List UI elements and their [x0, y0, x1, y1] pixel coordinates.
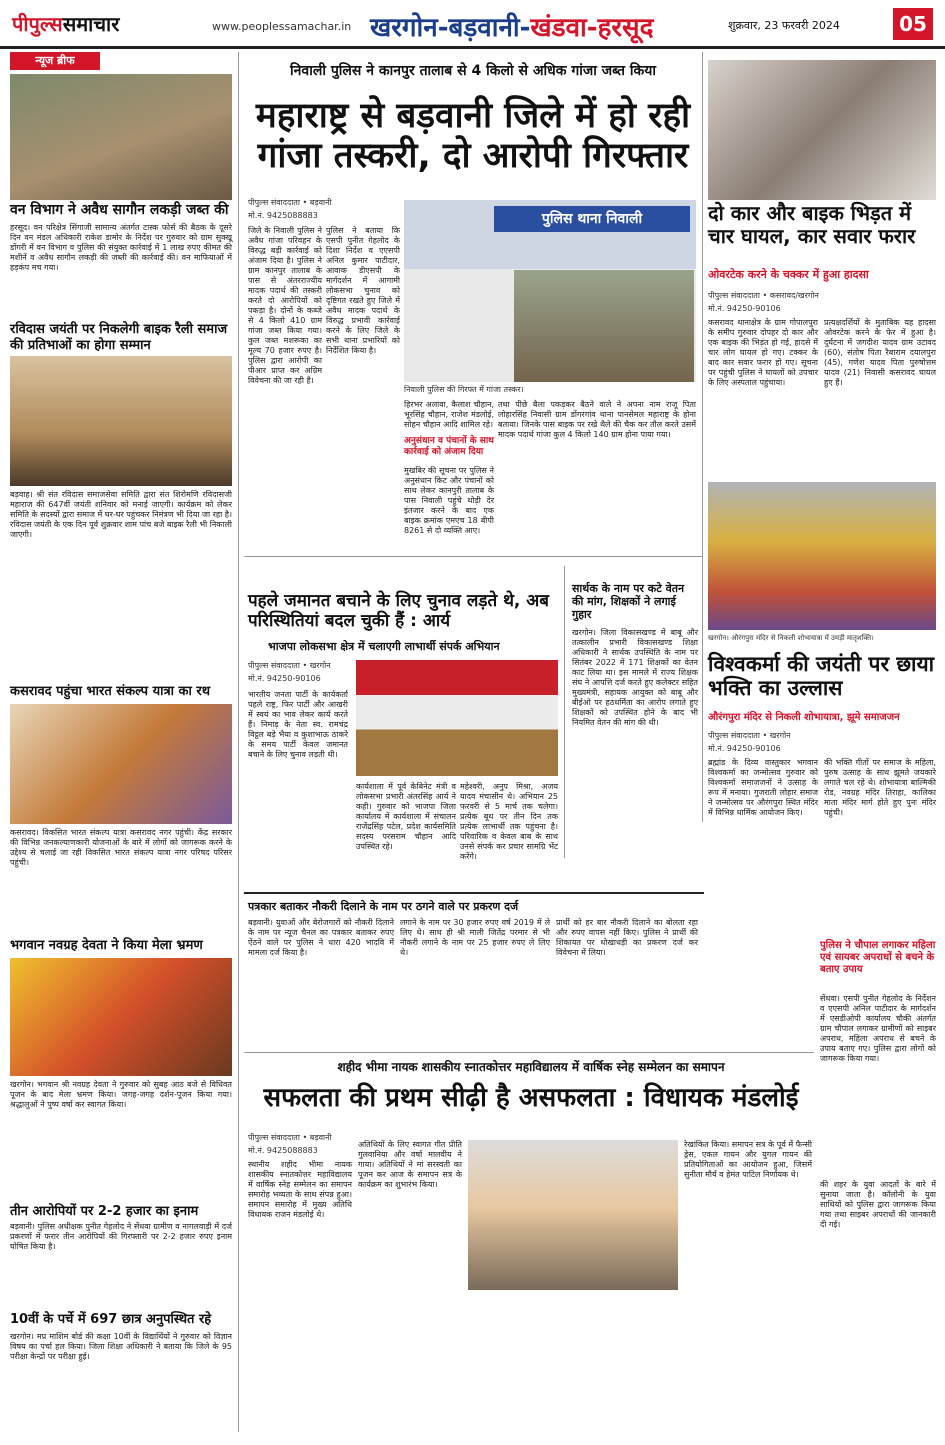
masthead — [0, 0, 945, 49]
lead-column-4: मुखबिर की सूचना पर पुलिस ने अनुसंधान किट और पंचानों को साथ लेकर कानपुरी तालाब के पास निवाली पहुंचे थोड़ी देर इंतजार करने के बाद एक बाइक क्रमांक एमएच 18 बीपी 8261 से दो व्यक्ति आए। — [404, 466, 497, 535]
lead-kicker: निवाली पुलिस ने कानपुर तालाब से 4 किलो से अधिक गांजा जब्त किया — [290, 63, 656, 79]
accident-mobile: मो.नं. 94250-90106 — [708, 304, 781, 313]
college-mobile: मो.नं. 9425088883 — [248, 1146, 318, 1155]
arya-column-1: भारतीय जनता पार्टी के कार्यकर्ता पहले राष्ट्र, फिर पार्टी और आखरी में स्वयं का भाव लेकर कार्य करते हैं। निमाड़ के नेता स्व. रामचंद्र विट्ठल बड़े भैया व कुशाभाऊ ठाकरे के समय पार्टी केवल जमानत बचाने के लिए चुनाव लड़ती थी। — [248, 690, 351, 759]
procession-caption: खरगोन। औरंगपुरा मंदिर से निकली शोभायात्रा में उमड़ी मातृशक्ति। — [708, 634, 874, 642]
website-url: www.peoplessamachar.in — [212, 20, 352, 33]
column-divider — [564, 566, 565, 858]
chaupal-body: सेंधवा। एसपी पुनीत गेहलोद के निर्देशन व एएसपी अनिल पाटीदार के मार्गदर्शन में एसडीओपी कार्यालय चौकी अंतर्गत ग्राम चौपाल लगाकर ग्रामीणों को साइबर अपराध, महिला अपराध से बचने के उपाय बताए गए। पुलिस द्वारा लोगों को जागरूक किया गया। — [820, 994, 939, 1063]
fraud-column-1: बड़वानी। युवाओं और बेरोजगारों को नौकरी दिलाने के नाम पर न्यूज चैनल का पत्रकार बताकर रुपए ऐंठने वाले पर पुलिस ने धारा 420 भादवि में मामला दर्ज किया है। — [248, 918, 397, 957]
vishwakarma-headline: विश्वकर्मा की जयंती पर छाया भक्ति का उल्लास — [708, 652, 935, 701]
college-column-4: रेखांकित किया। समापन सत्र के पूर्व में फैन्सी ड्रेस, एकल गायन और युगल गायन की प्रतियोगिताओं का आयोजन हुआ, जिसमें सुनीता मौर्य व हेमंत पाटिल निर्णायक थे। — [684, 1140, 815, 1179]
vishwakarma-subhead: औरंगपुरा मंदिर से निकली शोभायात्रा, झूमे समाजजन — [708, 712, 900, 723]
column-divider — [702, 52, 703, 822]
ravidas-photo — [10, 356, 232, 486]
exam-headline: 10वीं के पर्चे में 697 छात्र अनुपस्थित रहे — [10, 1312, 212, 1327]
procession-photo — [708, 482, 936, 630]
teachers-headline: सार्थक के नाम पर कटे वेतन की मांग, शिक्षकों ने लगाई गुहार — [572, 582, 685, 622]
newspaper-logo: पीपुल्ससमाचार — [12, 12, 120, 36]
vishwakarma-column-2: की भक्ति गीतों पर समाज के महिला, पुरुष उत्साह के साथ झूमते जयकारे लगाते चल रहे थे। शोभायात्रा बाल्मिकी रोड, नवग्रह मंदिर तिराहा, कालिका माता मंदिर मार्ग होते हुए पुनः मंदिर पहुंची। — [824, 758, 939, 817]
chaupal-headline: पुलिस ने चौपाल लगाकर महिला एवं सायबर अपराधों से बचने के बताए उपाय — [820, 940, 936, 975]
section-title: खरगोन-बड़वानी-खंडवा-हरसूद — [370, 13, 654, 43]
section-divider — [244, 892, 704, 894]
arya-mobile: मो.नं. 94250-90106 — [248, 674, 321, 683]
fraud-column-3: प्रार्थी को हर बार नौकरी दिलाने का बोलता रहा और रुपए वापस नहीं किए। पुलिस ने प्रार्थी की शिकायत पर धोखाधड़ी का प्रकरण दर्ज कर विवेचना में लिया। — [556, 918, 701, 957]
reward-body: बड़वानी। पुलिस अधीक्षक पुनीत गेहलोद ने सेंधवा ग्रामीण व नागलवाड़ी में दर्ज प्रकरणों में फरार तीन आरोपियों की गिरफ्तारी पर 2-2 हजार रुपए इनाम घोषित किया है। — [10, 1222, 235, 1251]
accident-subhead: ओवरटेक करने के चक्कर में हुआ हादसा — [708, 268, 869, 281]
bjp-meeting-photo — [356, 660, 558, 776]
issue-date: शुक्रवार, 23 फरवरी 2024 — [728, 19, 840, 32]
column-divider — [238, 52, 239, 1432]
arya-column-3: महेश्वरी, अनुप मिश्रा, अजय यादव मंचासीन थे। अभियान 25 फरवरी से 5 मार्च तक चलेगा। प्रत्येक बूथ पर तीन दिन तक प्रत्येक लाभार्थी तक पहुंचना है। परिवारिक व केवल बाब के साथ उनसे संपर्क कर प्रचार सामग्रि भेंट करेंगे। — [460, 782, 561, 861]
arya-column-2: कार्यशाला में पूर्व केबिनेट मंत्री व लोकसभा प्रभारी अंतरसिंह आर्य ने कही। गुरुवार को भाजपा जिला कार्यालय में कार्यशाला में संचालन राजेंद्रसिंह पटेल, प्रदेश कार्यसमिति सदस्य परसराम चौहान आदि उपस्थित रहे। — [356, 782, 459, 851]
lead-column-5: तथा पीछे बैला पकड़कर बैठने वाले ने अपना नाम राजू पिता लोहारसिंह निवासी ग्राम डोंगरगांव थाना पानसेमल महाराष्ट्र के होना बताया। जिनके पास बाइक पर रखे थैले की चैक कर तौल करते उसमें मादक पदार्थ गांजा कुल 4 किलो 140 ग्राम होना पाया गया। — [498, 400, 699, 439]
lead-byline: पीपुल्स संवाददाता • बड़वानी — [248, 198, 332, 207]
section-divider — [244, 556, 702, 557]
navgrah-headline: भगवान नवग्रह देवता ने किया मेला भ्रमण — [10, 938, 203, 953]
navgrah-body: खरगोन। भगवान श्री नवग्रह देवता ने गुरुवार को सुबह आठ बजे से विधिवत पूजन के बाद मेला भ्रमण किया। जगह-जगह दर्शन-पूजन किया गया। श्रद्धालुओं ने पुष्प वर्षा कर स्वागत किया। — [10, 1080, 235, 1109]
college-column-2: अतिथियों के लिए स्वागत गीत प्रीति गुलवानिया और वर्षा मालवीय ने गाया। अतिथियों ने मां सरस्वती का पूजन कर आज के समापन सत्र के कार्यक्रम का शुभारंभ किया। — [358, 1140, 465, 1189]
arya-subhead: भाजपा लोकसभा क्षेत्र में चलाएगी लाभार्थी संपर्क अभियान — [268, 640, 500, 653]
page-number: 05 — [893, 8, 933, 40]
kasrawad-body: कसरावद। विकसित भारत संकल्प यात्रा कसरावद नगर पहुंची। केंद्र सरकार की विभिन्न जनकल्याणकारी योजनाओं के बारे में लोगों को जागरूक करने के उद्देश्य से चलाई जा रही विकसित भारत संकल्प यात्रा नगर परिषद परिसर पहुंची। — [10, 828, 235, 867]
arya-byline: पीपुल्स संवाददाता • खरगोन — [248, 661, 331, 670]
lead-headline: महाराष्ट्र से बड़वानी जिले में हो रही गांजा तस्करी, दो आरोपी गिरफ्तार — [255, 96, 691, 177]
reward-headline: तीन आरोपियों पर 2-2 हजार का इनाम — [10, 1204, 199, 1219]
vishwakarma-column-1: ब्रह्मांड के दिव्य वास्तुकार भगवान विश्वकर्मा का जन्मोत्सव गुरुवार को विश्वकर्मा समाजजनों ने उत्साह के रूप में मनाया। गुजराती लोहार समाज ने जन्मोत्सव पर औरंगपुरा स्थित मंदिर में विभिन्न धार्मिक आयोजन किए। — [708, 758, 821, 817]
ribbon-cutting-photo — [468, 1140, 678, 1290]
lead-column-1: जिले के निवाली पुलिस ने अवैध गांजा परिवहन के विरुद्ध बड़ी कार्रवाई को अंजाम दिया है। पुलिस ने ग्राम कानपुर तालाब के पास से अंतरराज्यीय मादक पदार्थ की तस्करी करते दो आरोपियों को पकड़ा है। दोनों के कब्जे से 4 किलो 410 ग्राम गांजा जब्त किया गया। कुल जब्त मशरूका का मूल्य 70 हजार रुपए है। पुलिस द्वारा आरोपी का पीआर प्राप्त कर अग्रिम विवेचना की जा रही है। — [248, 226, 325, 385]
lead-mobile: मो.नं. 9425088883 — [248, 211, 318, 220]
accident-byline: पीपुल्स संवाददाता • कसरावद/खरगोन — [708, 291, 819, 300]
section-divider — [244, 1052, 814, 1053]
ravidas-body: बड़वाह। श्री संत रविदास समाजसेवा समिति द्वारा संत शिरोमणि रविदासजी महाराज की 647वीं जयंती शनिवार को मनाई जाएगी। कार्यक्रम को लेकर समिति के सदस्यों द्वारा समाज में घर-घर पहुंचकर निमंत्रण भी दिया जा रहा है। रविदास जयंती के एक दिन पूर्व शुक्रवार शाम पांच बजे बाइक रैली भी निकाली जाएगी। — [10, 490, 235, 539]
timber-headline: वन विभाग ने अवैध सागौन लकड़ी जब्त की — [10, 202, 229, 218]
police-photo-caption: निवाली पुलिस की गिरफ्त में गांजा तस्कर। — [404, 385, 524, 394]
arya-headline: पहले जमानत बचाने के लिए चुनाव लड़ते थे, अब परिस्थितियां बदल चुकी हैं : आर्य — [248, 591, 550, 631]
lead-names: हिरभर अलावा, कैलाश चौहान, भूरसिंह चौहान, राजेश मंडलोई, सोहन चौहान आदि शामिल रहे। — [404, 400, 497, 429]
accident-column-1: कसरावद थानाक्षेत्र के ग्राम गोपालपुरा के समीप गुरुवार दोपहर दो कार और एक बाइक की भिड़ंत हो गई, हादसे में चार लोग घायल हो गए। टक्कर के बाद कार सवार फरार हो गए। सूचना पर पहुंची पुलिस ने घायलों को उपचार के लिए अस्पताल पहुंचाया। — [708, 318, 821, 387]
police-station-sign: पुलिस थाना निवाली — [494, 206, 690, 232]
kasrawad-headline: कसरावद पहुंचा भारत संकल्प यात्रा का रथ — [10, 684, 211, 699]
lead-column-2: पुलिस ने बताया कि एसपी पुनीत गेहलोद के दिशा निर्देश व एएसपी अनिल कुमार पाटीदार, आवाक डीएसपी के मार्गदर्शन में आगामी लोकसभा चुनाव को दृष्टिगत रखते हुए जिले में अवैध मादक पदार्थ के विरुद्ध प्रभावी कार्रवाई करने के लिए जिले के सभी थाना प्रभारियों को निर्देशित किया है। — [326, 226, 403, 355]
lead-subheading: अनुसंधान व पंचानों के साथ कार्रवाई को अंजाम दिया — [404, 436, 494, 457]
vishwakarma-mobile: मो.नं. 94250-90106 — [708, 744, 781, 753]
ravidas-headline: रविदास जयंती पर निकलेगी बाइक रैली समाज की प्रतिभाओं का होगा सम्मान — [10, 322, 228, 353]
vishwakarma-byline: पीपुल्स संवाददाता • खरगोन — [708, 731, 791, 740]
college-byline: पीपुल्स संवाददाता • बड़वानी — [248, 1133, 332, 1142]
exam-body: खरगोन। मप्र माशिम बोर्ड की कक्षा 10वीं के विद्यार्थियों ने गुरुवार को विज्ञान विषय का पर्चा हल किया। जिला शिक्षा अधिकारी ने बताया कि जिले के 95 परीक्षा केन्द्रों पर परीक्षा हुई। — [10, 1332, 235, 1361]
college-headline: सफलता की प्रथम सीढ़ी है असफलता : विधायक मंडलोई — [263, 1083, 799, 1113]
ambulance-photo — [708, 60, 936, 200]
kasrawad-photo — [10, 704, 232, 824]
accident-column-2: प्रत्यक्षदर्शियों के मुताबिक यह हादसा ओवरटेक करने के फेर में हुआ है। दुर्घटना में जगदीश यादव ग्राम उटावद (60), संतोष पिता रैबाराम दयालपुरा (45), गणेश यादव पिता पुरुषोत्तम यादव (21) निवासी कसरावद घायल हुए हैं। — [824, 318, 939, 387]
college-column-1: स्थानीय शहीद भीमा नायक शासकीय स्नातकोत्तर महाविद्यालय में वार्षिक स्नेह सम्मेलन का समापन समारोह भव्यता के साथ संपन्न हुआ। समापन समारोह में मुख्य अतिथि विधायक राजन मंडलोई थे। — [248, 1160, 355, 1219]
police-group — [514, 270, 694, 382]
teachers-body: खरगोन। जिला विकासखण्ड में बाबू और तत्कालीन प्रभारी विकासखण्ड शिक्षा अधिकारी ने सार्थक उपस्थिति के नाम पर सितंबर 2022 में 171 शिक्षकों का वेतन काट लिया था। इस मामले में राज्य शिक्षक संघ ने आपत्ति दर्ज करते हुए कलेक्टर सहित मुख्यमंत्री, सहायक आयुक्त को बाबू और बीईओ पर हठधर्मिता का आरोप लगाते हुए शिक्षकों को उपस्थित होने के बाद भी नियमित वेतन की मांग की थी। — [572, 628, 701, 727]
navgrah-photo — [10, 958, 232, 1076]
college-column-5: की शहर के युवा आदतों के बारे में सुनाया जाता है। कॉलोनी के युवा साथियों को पुलिस द्वारा जागरूक किया गया तथा साइबर अपराधों की जानकारी दी गई। — [820, 1180, 939, 1229]
fraud-headline: पत्रकार बताकर नौकरी दिलाने के नाम पर ठगने वाले पर प्रकरण दर्ज — [248, 900, 519, 913]
timber-body: हरसूद। वन परिक्षेत्र सिंगाजी सामान्य अंतर्गत टास्क फोर्स की बैठक के दूसरे दिन वन मंडल अधिकारी राकेश डामोर के निर्देश पर गुरुवार को ग्राम सुक्खू डोंगरी में वन विभाग व पुलिस की संयुक्त कार्रवाई में 1 लाख रुपए कीमत की मशीनें व अवैध सागौन लकड़ी की जब्ती की कार्रवाई की। वन माफियाओं में हड़कंप मच गया। — [10, 223, 235, 272]
fraud-column-2: लगाने के नाम पर 30 हजार रुपए वर्ष 2019 में ले लिए थे। साथ ही श्री माली जितेंद्र परमार से भी नौकरी लगाने के नाम पर 25 हजार रुपए ले लिए थे। — [400, 918, 553, 957]
college-kicker: शहीद भीमा नायक शासकीय स्नातकोत्तर महाविद्यालय में वार्षिक स्नेह सम्मेलन का समापन — [337, 1060, 725, 1074]
police-station-photo — [404, 200, 696, 382]
timber-seizure-photo — [10, 74, 232, 200]
news-brief-label: न्यूज ब्रीफ — [10, 52, 100, 70]
accident-headline: दो कार और बाइक भिड़त में चार घायल, कार सवार फरार — [708, 201, 916, 248]
